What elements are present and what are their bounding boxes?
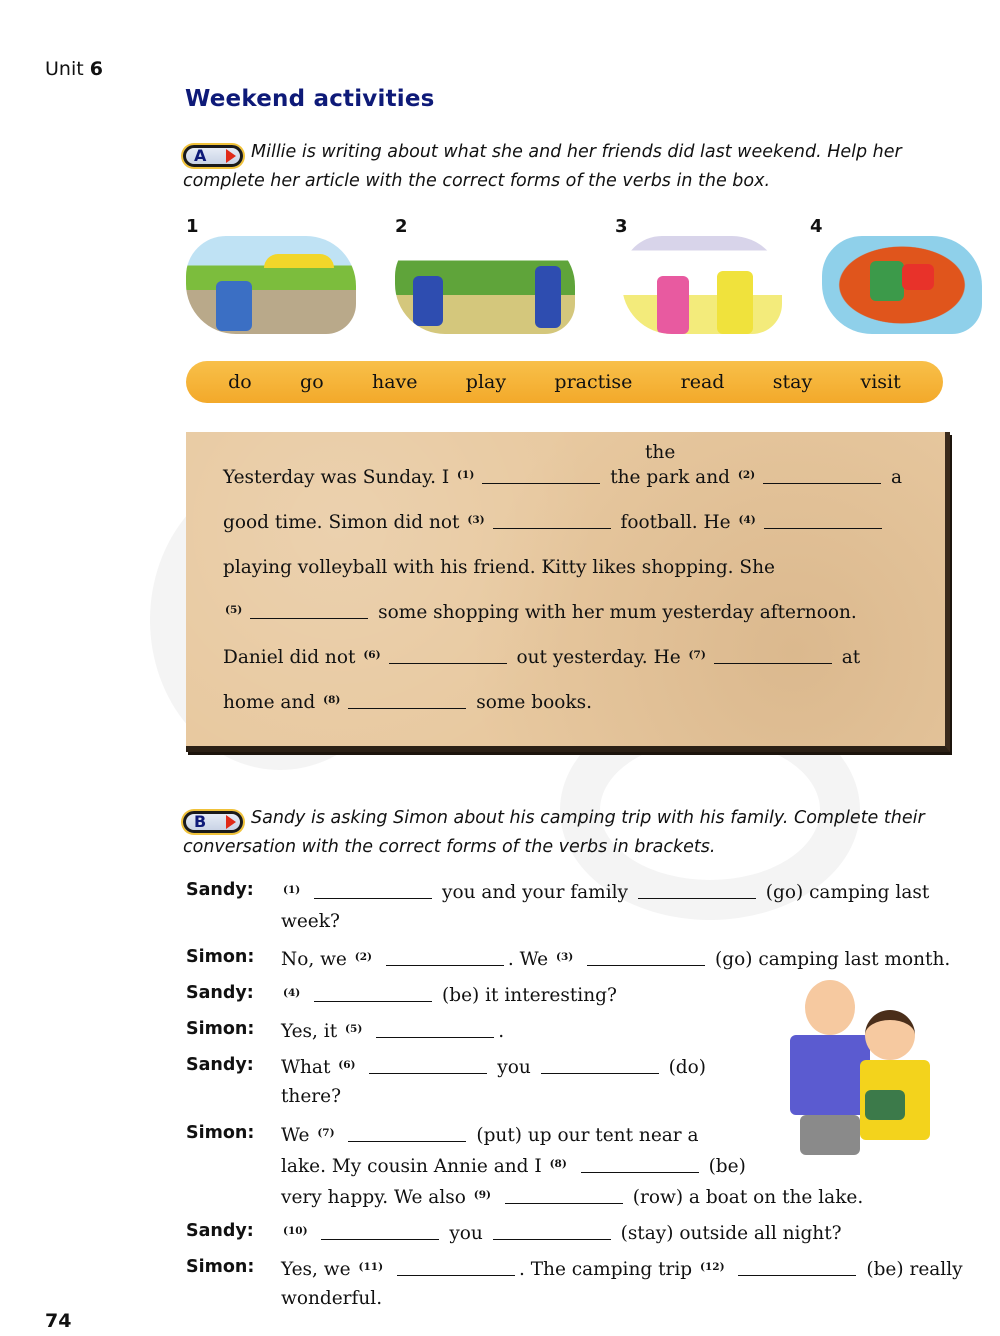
picture-number: 2: [395, 216, 408, 237]
speaker-label: Simon:: [186, 1123, 255, 1143]
picture-number: 1: [186, 216, 199, 237]
word-box-item: read: [680, 371, 725, 393]
blank-number: (9): [473, 1189, 492, 1201]
article-line: Daniel did not $^{(6)}$ out yesterday. He $^{(7)}$ at: [223, 647, 861, 668]
word-box-item: go: [300, 371, 324, 393]
speaker-label: Simon:: [186, 1019, 255, 1039]
dialogue-line: No, we $^{(2)}$ . We $^{(3)}$ (go) camping last month.: [281, 949, 951, 970]
blank-input[interactable]: [389, 649, 507, 664]
section-a-badge: A: [183, 145, 243, 167]
article-line: playing volleyball with his friend. Kitty likes shopping. She: [223, 557, 775, 578]
boy-trousers: [800, 1115, 860, 1155]
speaker-label: Sandy:: [186, 1055, 254, 1075]
page-number: 74: [45, 1310, 72, 1332]
blank-input[interactable]: [321, 1225, 439, 1240]
blank-input[interactable]: [493, 514, 611, 529]
blank-input[interactable]: [714, 649, 832, 664]
blank-input[interactable]: [314, 987, 432, 1002]
dialogue-line: We $^{(7)}$ (put) up our tent near a: [281, 1125, 699, 1146]
blank-input[interactable]: [638, 884, 756, 899]
blank-input[interactable]: [482, 469, 600, 484]
blank-number: (12): [700, 1261, 725, 1273]
boy-shirt: [790, 1035, 870, 1115]
section-a-instruction: A Millie is writing about what she and her friends did last weekend. Help her complete her article with the correct forms of the verbs in the box.: [183, 142, 902, 191]
word-box-item: stay: [772, 371, 813, 393]
article-line: good time. Simon did not $^{(3)}$ football. He $^{(4)}$: [223, 512, 886, 533]
blank-input[interactable]: [587, 951, 705, 966]
dialogue-line: Yes, it $^{(5)}$ .: [281, 1021, 505, 1042]
dialogue-line: Yes, we $^{(11)}$ . The camping trip $^{(12)}$ (be) really: [281, 1259, 963, 1280]
boy-figure: [870, 261, 904, 301]
article-box: [186, 432, 950, 752]
picture-number: 3: [615, 216, 628, 237]
blank-input[interactable]: [738, 1261, 856, 1276]
handwritten-note: the: [645, 442, 676, 463]
blank-input[interactable]: [314, 884, 432, 899]
girl-figure: [657, 276, 689, 334]
blank-input[interactable]: [581, 1158, 699, 1173]
illustration-simon-sandy: [760, 980, 960, 1170]
blank-number: (6): [338, 1059, 356, 1071]
girl-head: [865, 1010, 915, 1060]
picture-reading: [822, 236, 982, 334]
blank-input[interactable]: [397, 1261, 515, 1276]
boy-figure: [216, 281, 252, 331]
blank-input[interactable]: [369, 1059, 487, 1074]
verb-word-box: [186, 361, 943, 403]
blank-input[interactable]: [541, 1059, 659, 1074]
word-box-item: have: [371, 371, 418, 393]
speaker-label: Sandy:: [186, 983, 254, 1003]
blank-input[interactable]: [386, 951, 504, 966]
picture-park: [186, 236, 356, 334]
boy-figure: [413, 276, 443, 326]
books: [865, 1090, 905, 1120]
blank-input[interactable]: [763, 469, 881, 484]
blank-input[interactable]: [250, 604, 368, 619]
word-box-item: practise: [554, 371, 633, 393]
dialogue-line: lake. My cousin Annie and I $^{(8)}$ (be): [281, 1156, 746, 1177]
dialogue-line: $^{(4)}$ (be) it interesting?: [283, 985, 617, 1006]
speaker-label: Simon:: [186, 947, 255, 967]
blank-input[interactable]: [348, 694, 466, 709]
play-arrow-icon: [226, 149, 236, 163]
blank-number: (10): [283, 1225, 308, 1237]
dialogue-line: $^{(1)}$ you and your family (go) camping last: [283, 882, 930, 903]
speaker-label: Simon:: [186, 1257, 255, 1277]
blank-number: (4): [283, 987, 301, 999]
article-line: $^{(5)}$ some shopping with her mum yesterday afternoon.: [225, 602, 857, 623]
boy-head: [805, 980, 855, 1035]
play-arrow-icon: [226, 815, 236, 829]
blank-number: (2): [354, 951, 373, 963]
blank-number: (11): [358, 1261, 384, 1273]
dialogue-line: wonderful.: [281, 1288, 383, 1309]
page-title: Weekend activities: [185, 86, 435, 112]
blank-input[interactable]: [376, 1023, 494, 1038]
picture-number: 4: [810, 216, 823, 237]
word-box-item: play: [465, 371, 507, 393]
unit-label: Unit 6: [45, 58, 103, 80]
dialogue-line: $^{(10)}$ you (stay) outside all night?: [283, 1223, 842, 1244]
picture-volleyball: [395, 236, 575, 334]
boy-figure: [535, 266, 561, 328]
picture-shopping: [622, 236, 782, 334]
blank-number: (7): [317, 1127, 335, 1139]
section-b-instruction: B Sandy is asking Simon about his camping trip with his family. Complete their conversation with the correct forms of the verbs in brackets.: [183, 808, 925, 857]
speaker-label: Sandy:: [186, 1221, 254, 1241]
word-box-item: visit: [860, 371, 901, 393]
dialogue-line: week?: [281, 911, 340, 932]
dialogue-line: there?: [281, 1086, 342, 1107]
book: [902, 264, 934, 290]
word-box-item: do: [228, 371, 252, 393]
blank-number: (1): [283, 884, 301, 896]
speaker-label: Sandy:: [186, 880, 254, 900]
article-line: home and $^{(8)}$ some books.: [223, 692, 592, 713]
mother-figure: [717, 271, 753, 334]
dialogue-line: very happy. We also $^{(9)}$ (row) a boat on the lake.: [281, 1187, 864, 1208]
blank-number: (3): [556, 951, 574, 963]
blank-input[interactable]: [493, 1225, 611, 1240]
section-b-badge: B: [183, 811, 243, 833]
blank-input[interactable]: [764, 514, 882, 529]
blank-input[interactable]: [348, 1127, 466, 1142]
blank-number: (5): [345, 1023, 363, 1035]
blank-number: (8): [549, 1158, 567, 1170]
park-arch: [264, 254, 334, 268]
dialogue-line: What $^{(6)}$ you (do): [281, 1057, 706, 1078]
blank-input[interactable]: [505, 1189, 623, 1204]
article-line: Yesterday was Sunday. I $^{(1)}$ the park and $^{(2)}$ a: [223, 467, 903, 488]
